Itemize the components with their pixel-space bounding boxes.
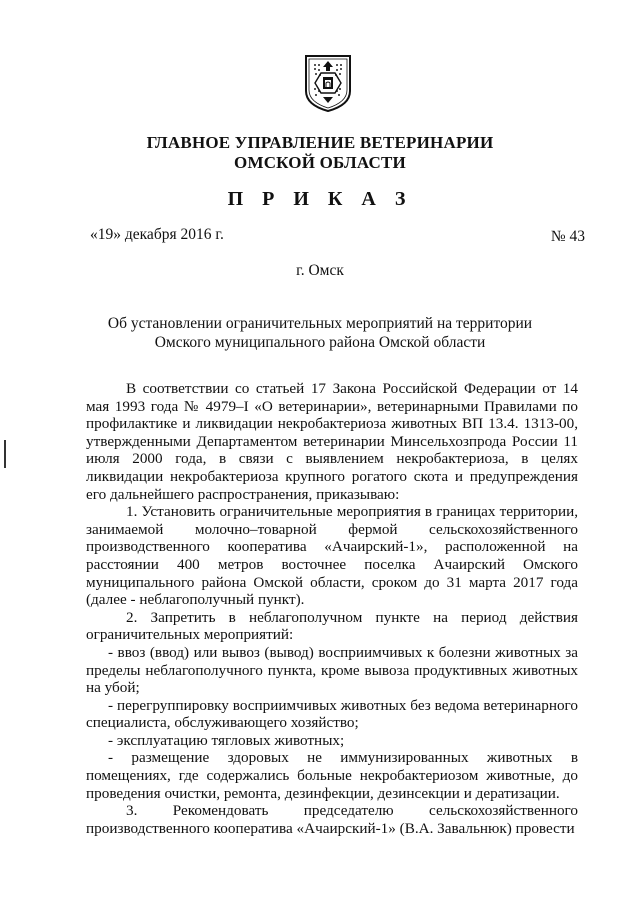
scan-edge-mark — [4, 440, 6, 468]
prohibition-item-4: - размещение здоровых не иммунизированных животных в помещениях, где содержались больные некробактериозом животные, до проведения очистки, ремонта, дезинфекции, дезинсекции и дератизации. — [86, 749, 578, 802]
item-1-paragraph: 1. Установить ограничительные мероприятия в границах территории, занимаемой молочно–товарной фермой сельскохозяйственного производственного кооператива «Ачаирский-1», расположенной на расстоянии 400 метров восточнее поселка Ачаирский Омского муниципального района Омской области, сроком до 31 марта 2017 года (далее - неблагополучный пункт). — [86, 503, 578, 609]
document-subject — [0, 314, 640, 352]
document-type-title: П Р И К А З — [227, 188, 413, 210]
item-3-paragraph: 3. Рекомендовать председателю сельскохозяйственного производственного кооператива «Ачаирский-1» (В.А. Завальнюк) провести — [86, 802, 578, 837]
intro-paragraph: В соответствии со статьей 17 Закона Российской Федерации от 14 мая 1993 года № 4979–I «О ветеринарии», ветеринарными Правилами по профилактике и ликвидации некробактериоза животных ВП 13.4. 1313-00, утвержденными Департаментом ветеринарии Минсельхозпрода России 11 июля 2000 года, в связи с выявлением некробактериоза, в целях ликвидации некробактериоза крупного рогатого скота и предупреждения его дальнейшего распространения, приказываю: — [86, 380, 578, 503]
document-body — [86, 380, 578, 837]
subject-line1: Об установлении ограничительных мероприятий на территории — [107, 315, 533, 332]
document-number: № 43 — [550, 228, 585, 245]
document-date: «19» декабря 2016 г. — [90, 226, 224, 243]
omsk-coat-of-arms-icon — [303, 53, 353, 113]
prohibition-item-1: - ввоз (ввод) или вывоз (вывод) восприимчивых к болезни животных за пределы неблагополучного пункта, кроме вывоза продуктивных животных на убой; — [86, 643, 578, 697]
subject-line2: Омского муниципального района Омской области — [154, 334, 486, 351]
document-city: г. Омск — [296, 262, 344, 279]
organization-name-line1: ГЛАВНОЕ УПРАВЛЕНИЕ ВЕТЕРИНАРИИ — [146, 133, 494, 152]
organization-name-line2: ОМСКОЙ ОБЛАСТИ — [234, 153, 406, 172]
prohibition-item-3: - эксплуатацию тягловых животных; — [108, 731, 345, 749]
item-2-paragraph: 2. Запретить в неблагополучном пункте на период действия ограничительных мероприятий: — [86, 608, 578, 644]
prohibition-item-2: - перегруппировку восприимчивых животных без ведома ветеринарного специалиста, обслуживающего хозяйство; — [86, 696, 578, 732]
